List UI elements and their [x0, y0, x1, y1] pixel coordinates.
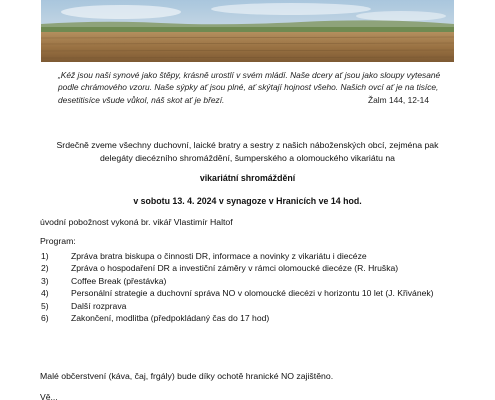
program-item: [40, 250, 440, 262]
program-item-number: 2): [41, 263, 49, 274]
program-item-number: 5): [41, 300, 49, 311]
refreshments-note: Malé občerstvení (káva, čaj, frgály) bude díky ochotě hranické NO zajištěno.: [40, 371, 334, 381]
program-item: [40, 300, 440, 312]
program-item: [40, 275, 440, 287]
invitation-paragraph: Srdečně zveme všechny duchovní, laické bratry a sestry z našich náboženských obcí, zejména pak delegáty diecézního shromáždění, šumperského a olomouckého vikariátu na: [56, 140, 439, 163]
event-date-place: v sobotu 13. 4. 2024 v synagoze v Hranicích ve 14 hod.: [133, 196, 362, 206]
program-item: [40, 312, 440, 324]
devotion-note: úvodní pobožnost vykoná br. vikář Vlastimír Haltof: [40, 217, 233, 227]
program-item-text: Personální strategie a duchovní správa NO v olomoucké diecézi v horizontu 10 let (J. Křivánek): [71, 288, 434, 299]
program-item-number: 4): [41, 288, 49, 299]
program-item-text: Zpráva o hospodaření DR a investiční záměry v rámci olomoucké diecéze (R. Hruška): [71, 263, 399, 274]
event-title: vikariátní shromáždění: [199, 173, 296, 183]
program-item: [40, 262, 440, 274]
program-item-text: Coffee Break (přestávka): [71, 275, 167, 286]
psalm-quote: [58, 69, 453, 106]
landscape-field-photo: [41, 0, 454, 62]
program-item: [40, 287, 440, 299]
program-item-text: Zpráva bratra biskupa o činnosti DR, informace a novinky z vikariátu i diecéze: [71, 251, 367, 261]
program-item-text: Další rozprava: [71, 300, 127, 311]
program-heading: Program:: [40, 236, 76, 246]
program-item-number: 6): [41, 313, 49, 324]
program-item-number: 3): [41, 275, 49, 286]
program-list: [40, 250, 440, 324]
quote-reference: Žalm 144, 12-14: [368, 94, 429, 105]
program-item-number: 1): [41, 251, 49, 261]
field-landscape-image: [41, 0, 454, 62]
quote-text: „Kéž jsou naši synové jako štěpy, krásně urostlí v svém mládí. Naše dcery ať jsou jako sloupy vytesané podle chrámového vzoru. Naše sýpky ať jsou plné, ať skýtají hojnost všeho. Našich ovcí ať je na tisíce, desetitisíce všude vůkol, náš skot ať je březí.: [58, 70, 441, 105]
truncated-line: Vě...: [40, 392, 58, 400]
program-item-text: Zakončení, modlitba (předpokládaný čas do 17 hod): [71, 313, 270, 324]
